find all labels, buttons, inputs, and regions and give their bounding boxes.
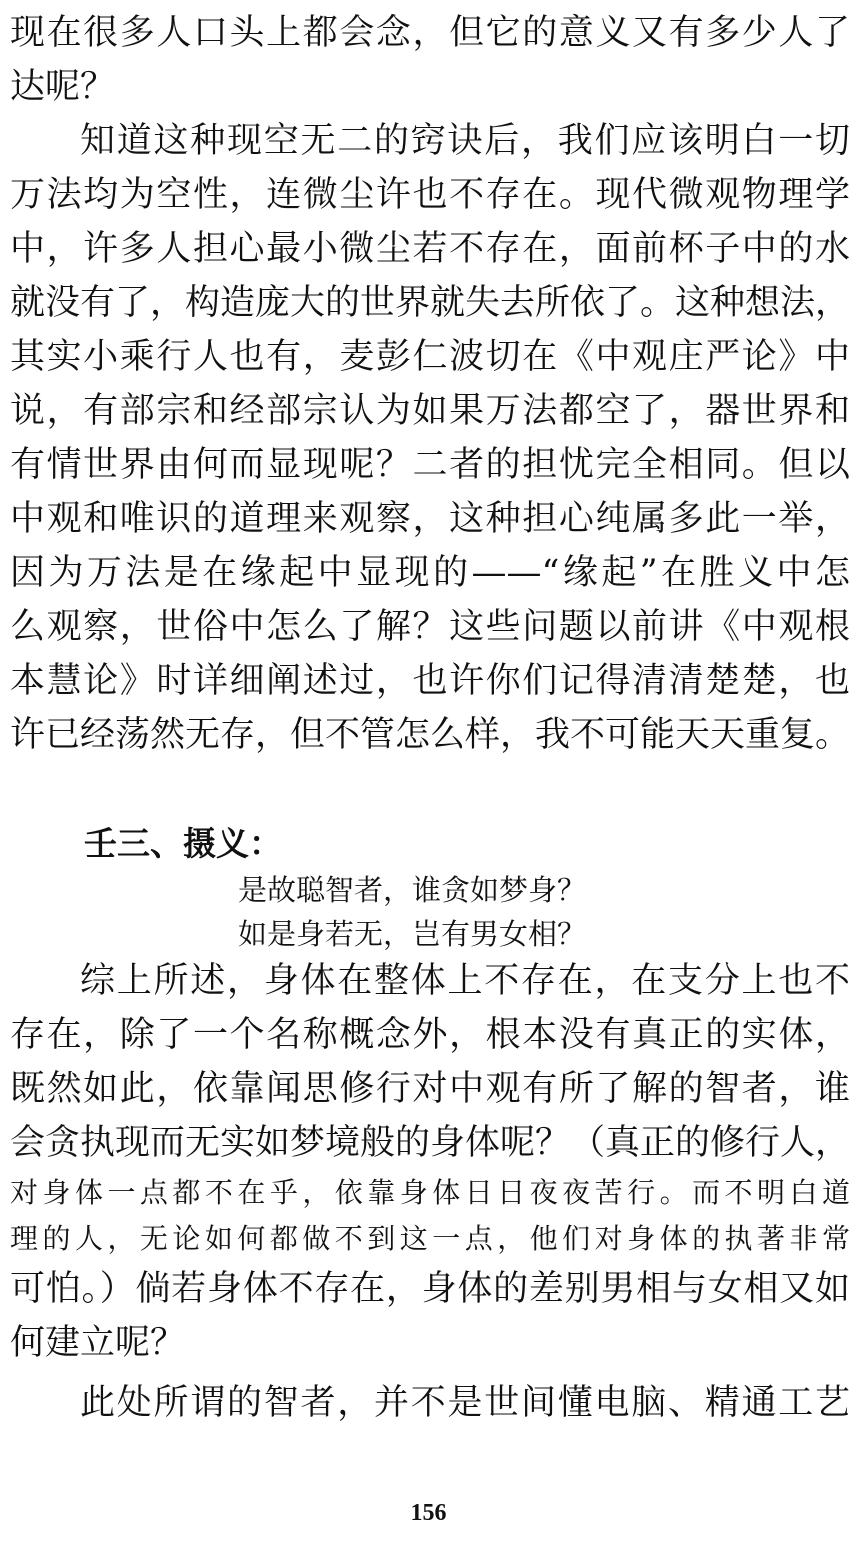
text-line: 有情世界由何而显现呢？二者的担忧完全相同。但以 xyxy=(10,445,850,485)
commentary-line: 理的人，无论如何都做不到这一点，他们对身体的执著非常 xyxy=(10,1222,850,1255)
text-line: 达呢？ xyxy=(10,67,116,107)
verse-line: 是故聪智者，谁贪如梦身？ xyxy=(238,873,587,907)
verse-line: 如是身若无，岂有男女相？ xyxy=(238,917,587,951)
text-line: 就没有了，构造庞大的世界就失去所依了。这种想法， xyxy=(10,283,850,323)
text-line: 其实小乘行人也有，麦彭仁波切在《中观庄严论》中 xyxy=(10,337,850,377)
section-heading: 壬三、摄义： xyxy=(84,824,282,863)
text-line: 可怕。）倘若身体不存在，身体的差别男相与女相又如 xyxy=(10,1269,850,1309)
text-line: 万法均为空性，连微尘许也不存在。现代微观物理学 xyxy=(10,175,850,215)
text-line: 许已经荡然无存，但不管怎么样，我不可能天天重复。 xyxy=(10,715,850,755)
text-line: 知道这种现空无二的窍诀后，我们应该明白一切 xyxy=(80,121,850,161)
commentary-line: 对身体一点都不在乎，依靠身体日日夜夜苦行。而不明白道 xyxy=(10,1176,850,1209)
text-line: 存在，除了一个名称概念外，根本没有真正的实体， xyxy=(10,1015,850,1055)
text-line: 会贪执现而无实如梦境般的身体呢？（真正的修行人， xyxy=(10,1123,850,1163)
text-line: 因为万法是在缘起中显现的——“缘起”在胜义中怎 xyxy=(10,553,850,593)
text-line: 说，有部宗和经部宗认为如果万法都空了，器世界和 xyxy=(10,391,850,431)
text-line: 本慧论》时详细阐述过，也许你们记得清清楚楚，也 xyxy=(10,661,850,701)
text-line: 综上所述，身体在整体上不存在，在支分上也不 xyxy=(80,961,850,1001)
text-line: 中观和唯识的道理来观察，这种担心纯属多此一举， xyxy=(10,499,850,539)
text-line: 何建立呢？ xyxy=(10,1323,186,1363)
page-number: 156 xyxy=(410,1500,447,1526)
text-line: 此处所谓的智者，并不是世间懂电脑、精通工艺 xyxy=(80,1383,850,1423)
text-line: 既然如此，依靠闻思修行对中观有所了解的智者，谁 xyxy=(10,1069,850,1109)
text-line: 现在很多人口头上都会念，但它的意义又有多少人了 xyxy=(10,13,850,53)
text-line: 么观察，世俗中怎么了解？这些问题以前讲《中观根 xyxy=(10,607,850,647)
text-line: 中，许多人担心最小微尘若不存在，面前杯子中的水 xyxy=(10,229,850,269)
